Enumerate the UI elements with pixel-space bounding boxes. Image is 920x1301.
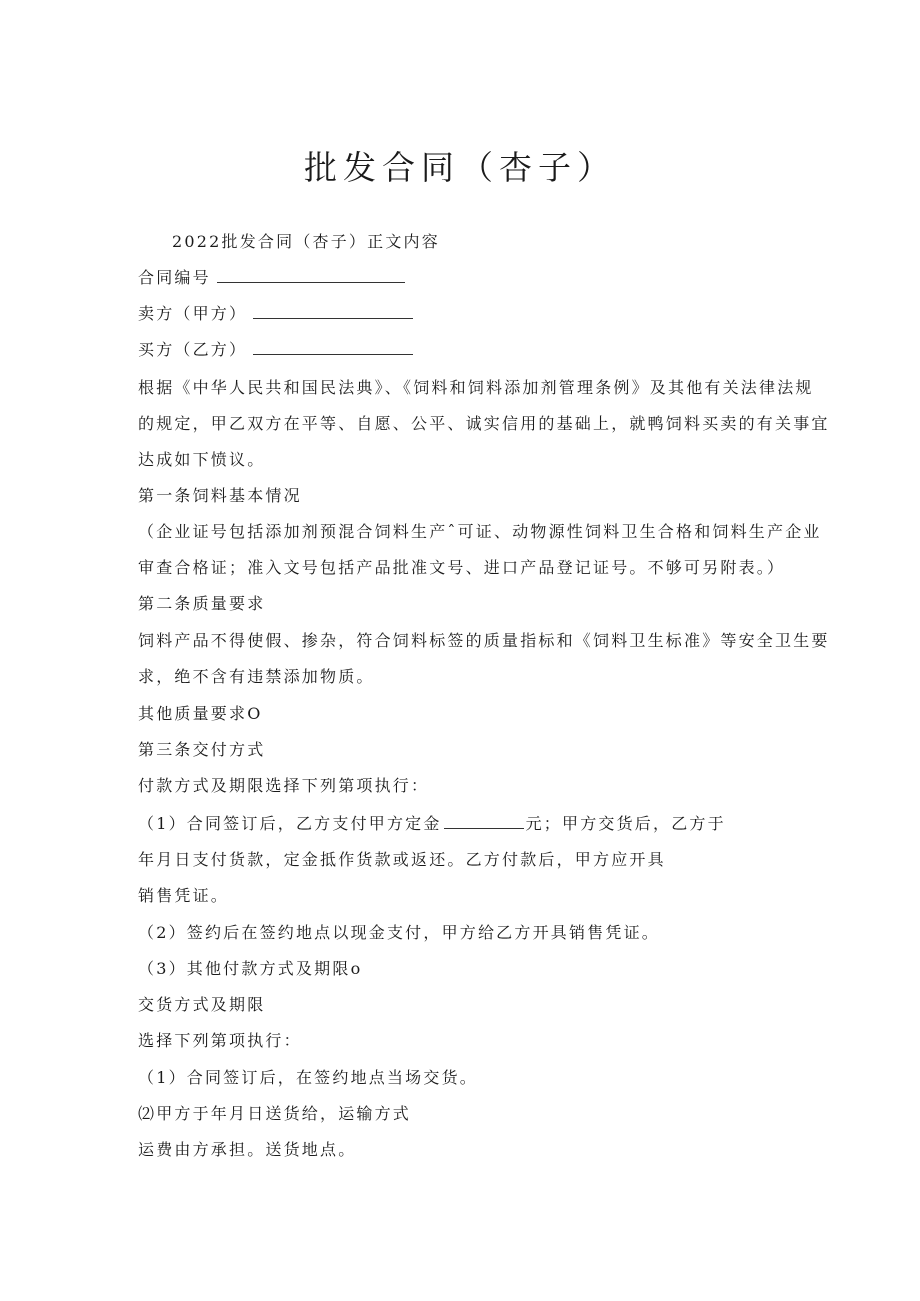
contract-number-label: 合同编号 <box>138 268 211 287</box>
quality-other: 其他质量要求O <box>138 704 263 723</box>
article-1-note-line-1: （企业证号包括添加剂预混合饲料生产ˆ可证、动物源性饲料卫生合格和饲料生产企业 <box>138 522 822 541</box>
document-title: 批发合同（杏子） <box>304 148 616 187</box>
buyer-label: 买方（乙方） <box>138 340 248 359</box>
delivery-option-2: ⑵甲方于年月日送货给，运输方式 <box>138 1104 412 1123</box>
seller-blank <box>253 303 413 319</box>
quality-line-1: 饲料产品不得使假、掺杂，符合饲料标签的质量指标和《饲料卫生标准》等安全卫生要 <box>138 631 830 650</box>
document-subtitle: 2022批发合同（杏子）正文内容 <box>172 232 440 251</box>
article-3-heading: 第三条交付方式 <box>138 740 266 759</box>
payment-option-2: （2）签约后在签约地点以现金支付，甲方给乙方开具销售凭证。 <box>138 923 660 942</box>
intro-line-3: 达成如下愤议。 <box>138 450 266 469</box>
payment-intro: 付款方式及期限选择下列第项执行： <box>138 776 430 795</box>
article-1-note-line-2: 审查合格证；准入文号包括产品批准文号、进口产品登记证号。不够可另附表。） <box>138 558 786 577</box>
payment-option-1-prefix: （1）合同签订后，乙方支付甲方定金 <box>138 814 442 833</box>
payment-option-1-line-3: 销售凭证。 <box>138 886 230 905</box>
delivery-option-3: 运费由方承担。送货地点。 <box>138 1140 357 1159</box>
payment-option-3: （3）其他付款方式及期限o <box>138 959 363 978</box>
deposit-amount-blank <box>444 813 524 829</box>
payment-option-1-line-1 <box>138 813 726 835</box>
intro-line-2: 的规定，甲乙双方在平等、自愿、公平、诚实信用的基础上，就鸭饲料买卖的有关事宜 <box>138 414 830 433</box>
article-2-heading: 第二条质量要求 <box>138 594 266 613</box>
buyer-blank <box>253 339 413 355</box>
payment-option-1-suffix: 元；甲方交货后，乙方于 <box>525 814 726 833</box>
delivery-intro: 选择下列第项执行： <box>138 1031 302 1050</box>
buyer-row <box>138 339 413 361</box>
contract-number-blank <box>217 267 405 283</box>
delivery-option-1: （1）合同签订后，在签约地点当场交货。 <box>138 1068 478 1087</box>
contract-number-row <box>138 267 405 289</box>
delivery-heading: 交货方式及期限 <box>138 995 266 1014</box>
intro-line-1: 根据《中华人民共和国民法典》、《饲料和饲料添加剂管理条例》及其他有关法律法规 <box>138 378 814 397</box>
payment-option-1-line-2: 年月日支付货款，定金抵作货款或返还。乙方付款后，甲方应开具 <box>138 850 666 869</box>
seller-label: 卖方（甲方） <box>138 304 248 323</box>
seller-row <box>138 303 413 325</box>
article-1-heading: 第一条饲料基本情况 <box>138 486 302 505</box>
quality-line-2: 求，绝不含有违禁添加物质。 <box>138 667 375 686</box>
